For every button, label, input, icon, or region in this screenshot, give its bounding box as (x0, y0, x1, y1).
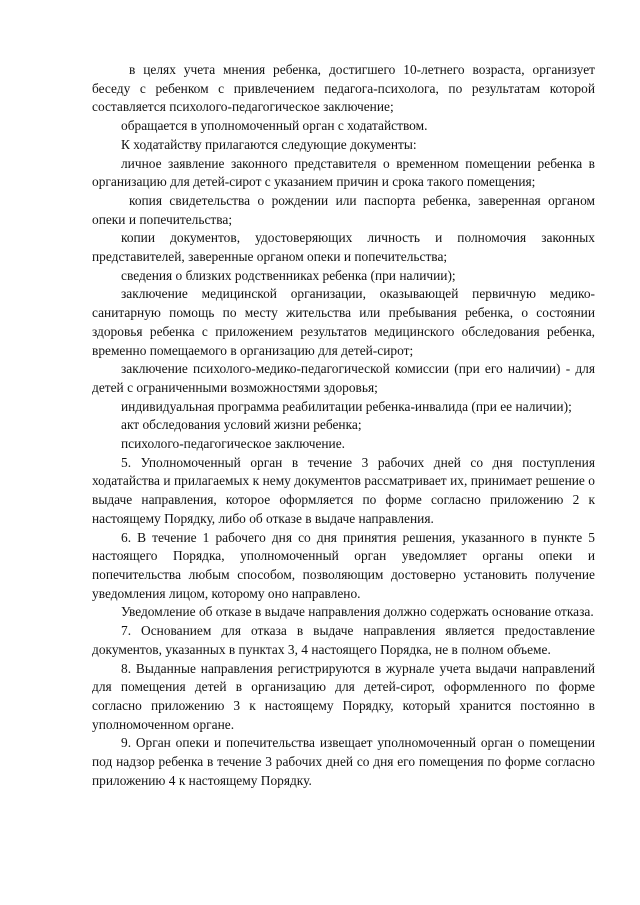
paragraph-punkt-5: 5. Уполномоченный орган в течение 3 рабочих дней со дня поступления ходатайства и прилагаемых к нему документов рассматривает их, принимает решение о выдаче направления, которое оформляется по форме согласно приложению 2 к настоящему Порядку, либо об отказе в выдаче направления. (92, 454, 595, 526)
list-item-rodstvenniki: сведения о близких родственниках ребенка (при наличии); (121, 267, 456, 283)
paragraph-uvedomlenie: Уведомление об отказе в выдаче направления должно содержать основание отказа. (121, 604, 594, 620)
paragraph-punkt-9: 9. Орган опеки и попечительства извещает уполномоченный орган о помещении под надзор ребенка в течение 3 рабочих дней со дня его помещения по форме согласно приложению 4 к настоящему Порядку. (92, 735, 595, 788)
paragraph-punkt-6: 6. В течение 1 рабочего дня со дня принятия решения, указанного в пункте 5 настоящего Порядка, уполномоченный орган уведомляет органы опеки и попечительства любым способом, позволяющим достоверно установить получение уведомления лицом, которому оно направлено. (92, 529, 595, 601)
list-item-svidetelstvo: копия свидетельства о рождении или паспорта ребенка, заверенная органом опеки и попечительства; (92, 192, 595, 227)
paragraph-punkt-8: 8. Выданные направления регистрируются в журнале учета выдачи направлений для помещения детей в организацию для детей-сирот, оформленного по форме согласно приложению 3 к настоящему Порядку, который хранится постоянно в уполномоченном органе. (92, 660, 595, 732)
document-page (92, 61, 595, 790)
paragraph-beseda: в целях учета мнения ребенка, достигшего 10-летнего возраста, организует беседу с ребенком с привлечением педагога-психолога, по результатам которой составляется психолого-педагогическое заключение; (92, 62, 595, 115)
list-item-ipr: индивидуальная программа реабилитации ребенка-инвалида (при ее наличии); (121, 398, 572, 414)
list-item-zayavlenie: личное заявление законного представителя о временном помещении ребенка в организацию для детей-сирот с указанием причин и срока такого помещения; (92, 155, 595, 190)
list-item-pmpk: заключение психолого-медико-педагогической комиссии (при его наличии) - для детей с ограниченными возможностями здоровья; (92, 361, 595, 395)
list-item-akt: акт обследования условий жизни ребенка; (121, 417, 362, 433)
list-item-psih-zaklyuchenie: психолого-педагогическое заключение. (121, 436, 346, 452)
list-item-kopii-dokumentov: копии документов, удостоверяющих личность и полномочия законных представителей, заверенные органом опеки и попечительства; (92, 230, 595, 265)
paragraph-obrashchaetsya: обращается в уполномоченный орган с ходатайством. (121, 118, 428, 134)
paragraph-prilagayutsya: К ходатайству прилагаются следующие документы: (121, 136, 417, 152)
paragraph-punkt-7: 7. Основанием для отказа в выдаче направления является предоставление документов, указанных в пунктах 3, 4 настоящего Порядка, не в полном объеме. (92, 623, 595, 657)
list-item-med-zaklyuchenie: заключение медицинской организации, оказывающей первичную медико-санитарную помощь по месту жительства или пребывания ребенка, о состоянии здоровья ребенка с приложением результатов медицинского обследования ребенка, временно помещаемого в организацию для детей-сирот; (92, 286, 595, 358)
